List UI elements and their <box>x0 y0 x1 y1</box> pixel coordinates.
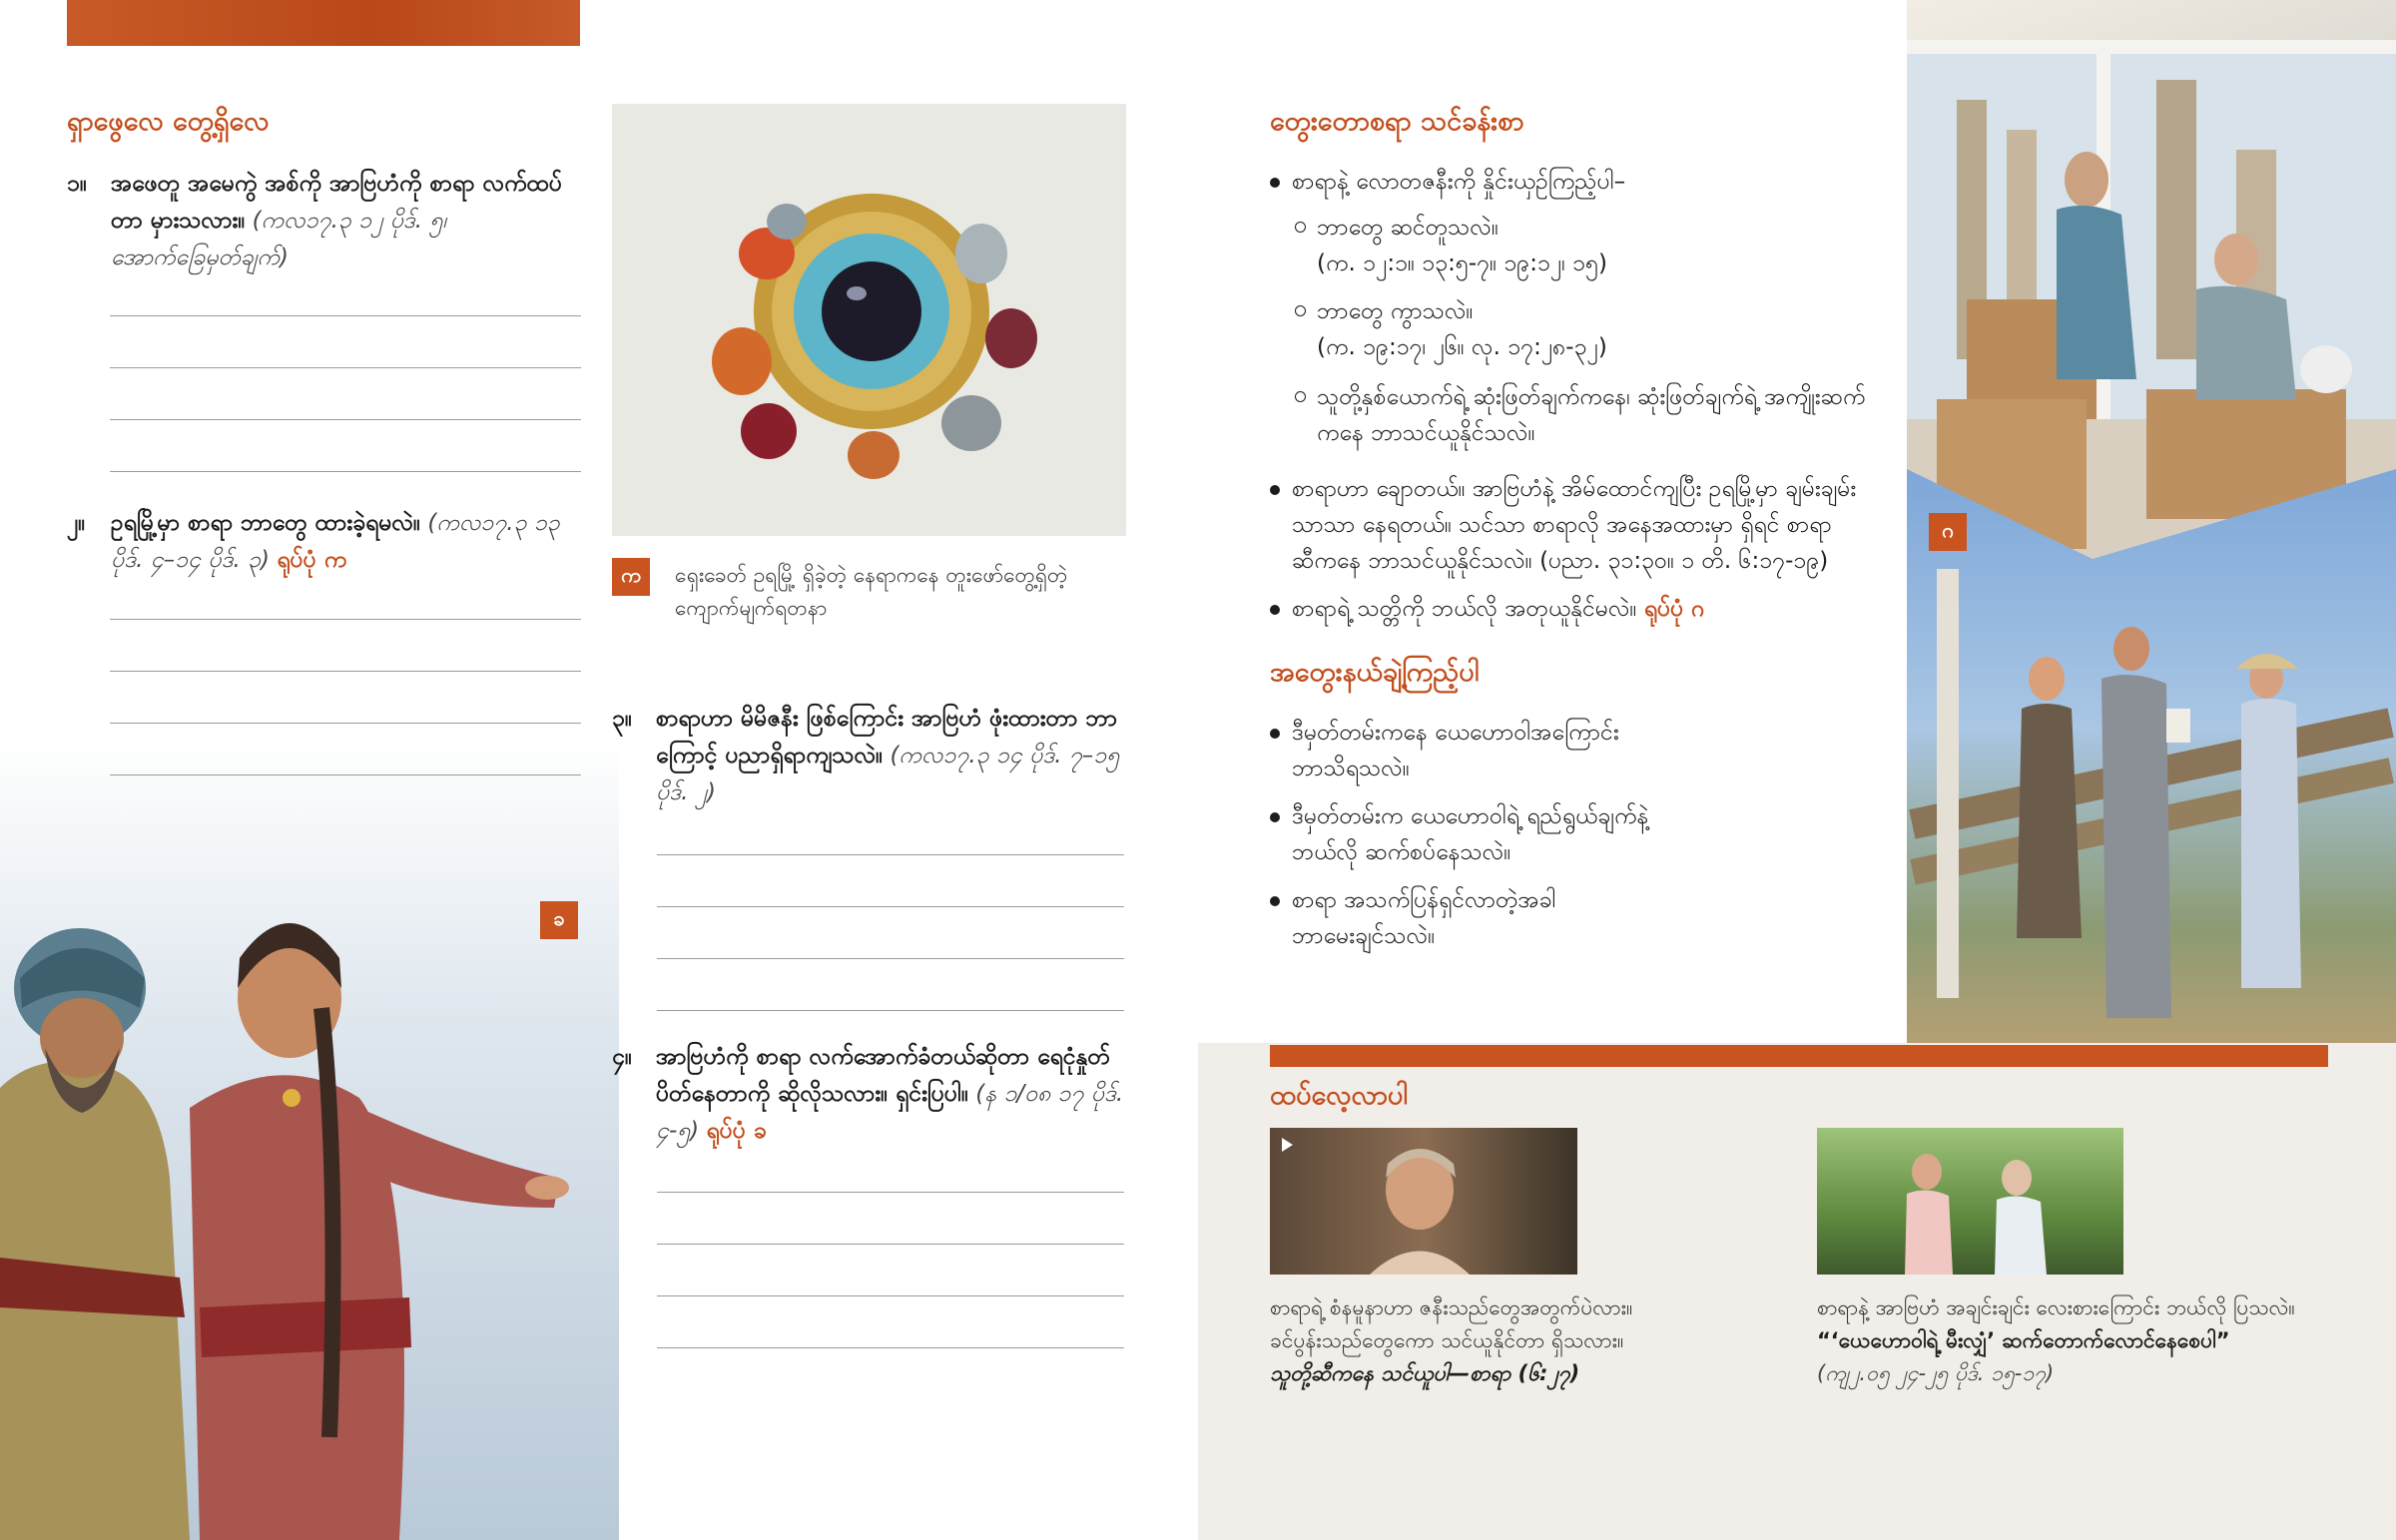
caption-line: စာရာရဲ့ စံနမူနာဟာ ဇနီးသည်တွေအတွက်ပဲလား။ <box>1270 1295 1633 1319</box>
ministry-illustration <box>1907 469 2396 1043</box>
article-2-caption <box>1817 1291 2376 1390</box>
article-title[interactable]: “‘ယေဟောဝါရဲ့ မီးလျှံ’ ဆက်တောက်လောင်နေစေပါ” <box>1817 1328 2230 1352</box>
picture-reference: ရုပ်ပုံ က <box>277 547 347 573</box>
bullet-compare <box>1270 164 1889 200</box>
sub-bullet-text: ကနေ ဘာသင်ယူနိုင်သလဲ။ <box>1317 420 1535 446</box>
further-study-bar <box>1270 1045 2328 1067</box>
bullet-dot <box>1270 812 1280 822</box>
photo-caption: ရှေးခေတ် ဥရမြို့ ရှိခဲ့တဲ့ နေရာကနေ တူးဖော်တွေ့ရှိတဲ့ ကျောက်မျက်ရတနာ <box>675 563 1068 620</box>
bullet-beautiful <box>1270 471 1889 579</box>
bullet-text: ဘယ်လို ဆက်စပ်နေသလဲ။ <box>1292 839 1511 865</box>
question-number: ၄။ <box>612 1044 632 1070</box>
bullet-resurrection <box>1270 882 1769 954</box>
caption-line: စာရာနဲ့ အာဗြဟံ အချင်းချင်း လေးစားကြောင်း ဘယ်လို ပြသလဲ။ <box>1817 1295 2295 1319</box>
bullet-purpose <box>1270 798 1769 870</box>
video-thumbnail-1[interactable] <box>1270 1128 1577 1275</box>
question-reference: (န ၁/၀၈ ၁၇ ပိုဒ်. ၄-၅) <box>656 1081 1124 1144</box>
answer-line <box>110 619 581 620</box>
section-heading-research: ရှာဖွေလေ တွေ့ရှိလေ <box>67 106 270 137</box>
bullet-text: ဘာသိရသလဲ။ <box>1292 756 1410 781</box>
garden-couple-illustration <box>1817 1128 2123 1275</box>
question-number: ၂။ <box>67 510 86 536</box>
sub-bullet-circle <box>1295 305 1306 316</box>
question-reference: (ကလ၁၇.၃ ၁၄ ပိုဒ်. ၇–၁၅ ပိုဒ်. ၂) <box>656 743 1120 805</box>
answer-line <box>110 315 581 316</box>
answer-line <box>657 1295 1124 1296</box>
bullet-dot <box>1270 178 1280 188</box>
question-text: ဥရမြို့မှာ စာရာ ဘာတွေ ထားခဲ့ရမလဲ။ <box>111 510 421 536</box>
answer-line <box>657 854 1124 855</box>
picture-reference: ရုပ်ပုံ ခ <box>706 1118 767 1144</box>
bullet-text: စာရာဟာ ချောတယ်။ အာဗြဟံနဲ့ အိမ်ထောင်ကျပြီး ဥရမြို့မှာ ချမ်းချမ်း <box>1292 476 1857 502</box>
photo-ministry-conversation <box>1907 469 2396 1043</box>
picture-tag-c: ဂ <box>1929 513 1967 551</box>
article-thumbnail-2[interactable] <box>1817 1128 2123 1275</box>
bullet-text: ဆီကနေ ဘာသင်ယူနိုင်သလဲ။ (ပညာ. ၃၁:၃၀။ ၁ တိ. ၆:၁၇-၁၉) <box>1292 548 1829 574</box>
answer-line <box>110 774 581 775</box>
caption-line: ခင်ပွန်းသည်တွေကော သင်ယူနိုင်တာ ရှိသလား။ <box>1270 1328 1624 1352</box>
answer-line <box>657 1192 1124 1193</box>
sub-bullet-similar <box>1295 210 1854 281</box>
video-woman-illustration <box>1270 1128 1577 1275</box>
sub-bullet-circle <box>1295 222 1306 233</box>
answer-line <box>110 671 581 672</box>
answer-line <box>657 1010 1124 1011</box>
question-2 <box>67 505 586 581</box>
picture-tag-b: ခ <box>540 901 578 939</box>
answer-line <box>110 723 581 724</box>
jewel-photo <box>612 104 1126 536</box>
section-heading-lessons: တွေးတောစရာ သင်ခန်းစာ <box>1270 106 1524 137</box>
bullet-dot <box>1270 896 1280 906</box>
answer-line <box>110 471 581 472</box>
answer-line <box>657 1244 1124 1245</box>
bullet-text: စာရာရဲ့ သတ္တိကို ဘယ်လို အတုယူနိုင်မလဲ။ <box>1292 596 1637 622</box>
question-number: ၃။ <box>612 706 632 732</box>
answer-line <box>657 958 1124 959</box>
answer-line <box>657 906 1124 907</box>
caption-tag-a: က <box>612 558 650 596</box>
video-title[interactable]: သူတို့ဆီကနေ သင်ယူပါ—စာရာ (၆:၂၇) <box>1270 1361 1580 1385</box>
moving-illustration <box>1907 0 2396 559</box>
play-icon[interactable] <box>1282 1138 1293 1152</box>
bullet-text: စာရာ အသက်ပြန်ရှင်လာတဲ့အခါ <box>1292 887 1556 913</box>
answer-line <box>110 367 581 368</box>
bullet-text: သာသာ နေရတယ်။ သင်သာ စာရာလို အနေအထားမှာ ရှိရင် စာရာ <box>1292 512 1832 538</box>
bullet-dot <box>1270 485 1280 495</box>
answer-line <box>657 1347 1124 1348</box>
bullet-text: ဒီမှတ်တမ်းက ယေဟောဝါရဲ့ ရည်ရွယ်ချက်နဲ့ <box>1292 803 1649 829</box>
bullet-text: ဒီမှတ်တမ်းကနေ ယေဟောဝါအကြောင်း <box>1292 720 1619 746</box>
answer-line <box>110 419 581 420</box>
bullet-text: ဘာမေးချင်သလဲ။ <box>1292 923 1436 949</box>
bullet-dot <box>1270 605 1280 615</box>
bullet-text: စာရာနဲ့ လောတဇနီးကို နှိုင်းယှဉ်ကြည့်ပါ– <box>1292 169 1626 195</box>
sub-bullet-different <box>1295 293 1854 365</box>
jewel-illustration <box>612 104 1126 536</box>
sub-bullet-text: ဘာတွေ ဆင်တူသလဲ။ <box>1317 215 1498 241</box>
sub-bullet-decisions <box>1295 379 1914 451</box>
picture-reference: ရုပ်ပုံ ဂ <box>1643 596 1705 622</box>
question-text: အာဗြဟံကို စာရာ လက်အောက်ခံတယ်ဆိုတာ ရေငုံနှုတ်ပိတ်နေတာကို ဆိုလိုသလား။ ရှင်းပြပါ။ <box>656 1044 1110 1107</box>
sub-bullet-text: သူတို့နှစ်ယောက်ရဲ့ ဆုံးဖြတ်ချက်ကနေ၊ ဆုံးဖြတ်ချက်ရဲ့ အကျိုးဆက် <box>1317 384 1866 410</box>
top-texture-bar <box>67 0 580 46</box>
sub-bullet-reference: (က. ၁၉:၁၇၊ ၂၆။ လု. ၁၇:၂၈-၃၂) <box>1317 334 1607 360</box>
sub-bullet-text: ဘာတွေ ကွာသလဲ။ <box>1317 298 1474 324</box>
question-reference: (ကလ၁၇.၃ ၁၂ ပိုဒ်. ၅၊ အောက်ခြေမှတ်ချက်) <box>111 208 447 270</box>
bullet-dot <box>1270 729 1280 739</box>
sub-bullet-reference: (က. ၁၂:၁။ ၁၃:၅-၇။ ၁၉:၁၂၊ ၁၅) <box>1317 251 1608 276</box>
question-reference: (ကလ၁၇.၃ ၁၃ ပိုဒ်. ၄–၁၄ ပိုဒ်. ၃) <box>111 510 560 573</box>
question-1 <box>67 166 586 277</box>
section-heading-further-study: ထပ်လေ့လာပါ <box>1270 1080 1408 1111</box>
question-text: စာရာဟာ မိမိဇနီး ဖြစ်ကြောင်း အာဗြဟံ ဖုံးထားတာ ဘာကြောင့် ပညာရှိရာကျသလဲ။ <box>656 706 1118 769</box>
question-3 <box>612 701 1126 812</box>
video-1-caption <box>1270 1291 1829 1390</box>
question-text: အဖေတူ အမေကွဲ အစ်ကို အာဗြဟံကို စာရာ လက်ထပ်တာ မှားသလား။ <box>111 171 563 234</box>
bullet-courage <box>1270 591 1889 627</box>
article-reference: (ကျ၂.၀၅ ၂၄-၂၅ ပိုဒ်. ၁၅-၁၇) <box>1817 1361 2055 1385</box>
illustration-sarah-abraham <box>0 878 599 1540</box>
section-heading-expand: အတွေးနယ်ချဲ့ကြည့်ပါ <box>1270 657 1480 688</box>
photo-moving-couple <box>1907 0 2396 559</box>
bullet-learn-jehovah <box>1270 715 1769 786</box>
question-number: ၁။ <box>67 171 87 197</box>
sub-bullet-circle <box>1295 391 1306 402</box>
question-4 <box>612 1039 1126 1151</box>
